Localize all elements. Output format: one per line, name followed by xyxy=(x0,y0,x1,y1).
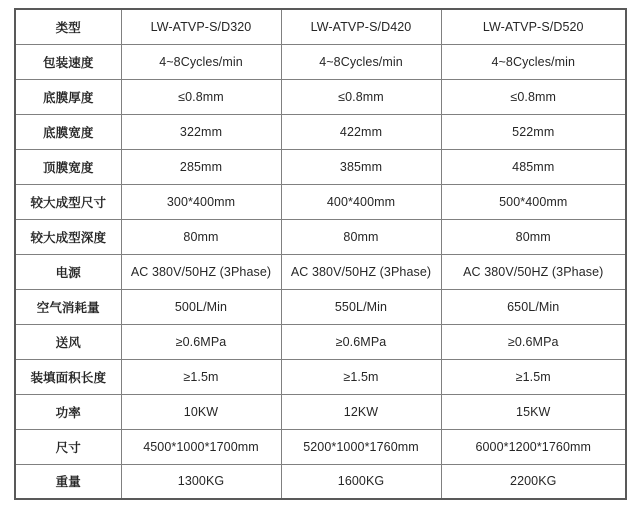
spec-cell: 4~8Cycles/min xyxy=(281,44,441,79)
row-label-max-forming-size: 较大成型尺寸 xyxy=(15,184,121,219)
spec-cell: 1600KG xyxy=(281,464,441,499)
table-row-type xyxy=(15,9,626,44)
spec-cell: 322mm xyxy=(121,114,281,149)
spec-cell: 385mm xyxy=(281,149,441,184)
table-row-power-supply xyxy=(15,254,626,289)
spec-cell: 550L/Min xyxy=(281,289,441,324)
spec-cell-model-1: LW-ATVP-S/D320 xyxy=(121,9,281,44)
row-label-type: 类型 xyxy=(15,9,121,44)
row-label-power: 功率 xyxy=(15,394,121,429)
spec-cell: 485mm xyxy=(441,149,626,184)
spec-cell-model-3: LW-ATVP-S/D520 xyxy=(441,9,626,44)
spec-cell: 4500*1000*1700mm xyxy=(121,429,281,464)
table-row-power xyxy=(15,394,626,429)
row-label-filling-area-length: 装填面积长度 xyxy=(15,359,121,394)
table-row-packing-speed xyxy=(15,44,626,79)
spec-cell: 500L/Min xyxy=(121,289,281,324)
spec-cell: AC 380V/50HZ (3Phase) xyxy=(281,254,441,289)
row-label-air-supply: 送风 xyxy=(15,324,121,359)
spec-cell: 5200*1000*1760mm xyxy=(281,429,441,464)
spec-table xyxy=(14,8,627,500)
spec-cell: ≥0.6MPa xyxy=(441,324,626,359)
spec-cell: AC 380V/50HZ (3Phase) xyxy=(441,254,626,289)
table-row-weight xyxy=(15,464,626,499)
spec-cell: 80mm xyxy=(281,219,441,254)
table-row-bottom-film-thickness xyxy=(15,79,626,114)
spec-cell: 422mm xyxy=(281,114,441,149)
spec-cell: 522mm xyxy=(441,114,626,149)
table-row-max-forming-depth xyxy=(15,219,626,254)
row-label-max-forming-depth: 较大成型深度 xyxy=(15,219,121,254)
spec-cell: 4~8Cycles/min xyxy=(441,44,626,79)
spec-cell: 2200KG xyxy=(441,464,626,499)
row-label-bottom-film-width: 底膜宽度 xyxy=(15,114,121,149)
table-row-air-supply xyxy=(15,324,626,359)
spec-cell: 6000*1200*1760mm xyxy=(441,429,626,464)
row-label-air-consumption: 空气消耗量 xyxy=(15,289,121,324)
spec-cell: 4~8Cycles/min xyxy=(121,44,281,79)
spec-cell: 80mm xyxy=(121,219,281,254)
row-label-bottom-film-thickness: 底膜厚度 xyxy=(15,79,121,114)
spec-cell: ≤0.8mm xyxy=(441,79,626,114)
table-row-max-forming-size xyxy=(15,184,626,219)
spec-cell: 400*400mm xyxy=(281,184,441,219)
spec-cell: ≥1.5m xyxy=(281,359,441,394)
row-label-top-film-width: 顶膜宽度 xyxy=(15,149,121,184)
spec-cell-model-2: LW-ATVP-S/D420 xyxy=(281,9,441,44)
table-row-top-film-width xyxy=(15,149,626,184)
spec-cell: ≥0.6MPa xyxy=(121,324,281,359)
row-label-weight: 重量 xyxy=(15,464,121,499)
spec-cell: 300*400mm xyxy=(121,184,281,219)
spec-cell: 10KW xyxy=(121,394,281,429)
spec-cell: 80mm xyxy=(441,219,626,254)
spec-cell: ≥0.6MPa xyxy=(281,324,441,359)
spec-cell: ≤0.8mm xyxy=(281,79,441,114)
spec-cell: 285mm xyxy=(121,149,281,184)
row-label-power-supply: 电源 xyxy=(15,254,121,289)
spec-cell: 650L/Min xyxy=(441,289,626,324)
table-row-dimensions xyxy=(15,429,626,464)
table-row-filling-area-length xyxy=(15,359,626,394)
table-row-bottom-film-width xyxy=(15,114,626,149)
row-label-packing-speed: 包装速度 xyxy=(15,44,121,79)
row-label-dimensions: 尺寸 xyxy=(15,429,121,464)
spec-cell: ≥1.5m xyxy=(121,359,281,394)
spec-cell: 12KW xyxy=(281,394,441,429)
spec-cell: AC 380V/50HZ (3Phase) xyxy=(121,254,281,289)
spec-cell: 15KW xyxy=(441,394,626,429)
table-row-air-consumption xyxy=(15,289,626,324)
spec-cell: ≥1.5m xyxy=(441,359,626,394)
spec-cell: ≤0.8mm xyxy=(121,79,281,114)
spec-cell: 500*400mm xyxy=(441,184,626,219)
spec-cell: 1300KG xyxy=(121,464,281,499)
